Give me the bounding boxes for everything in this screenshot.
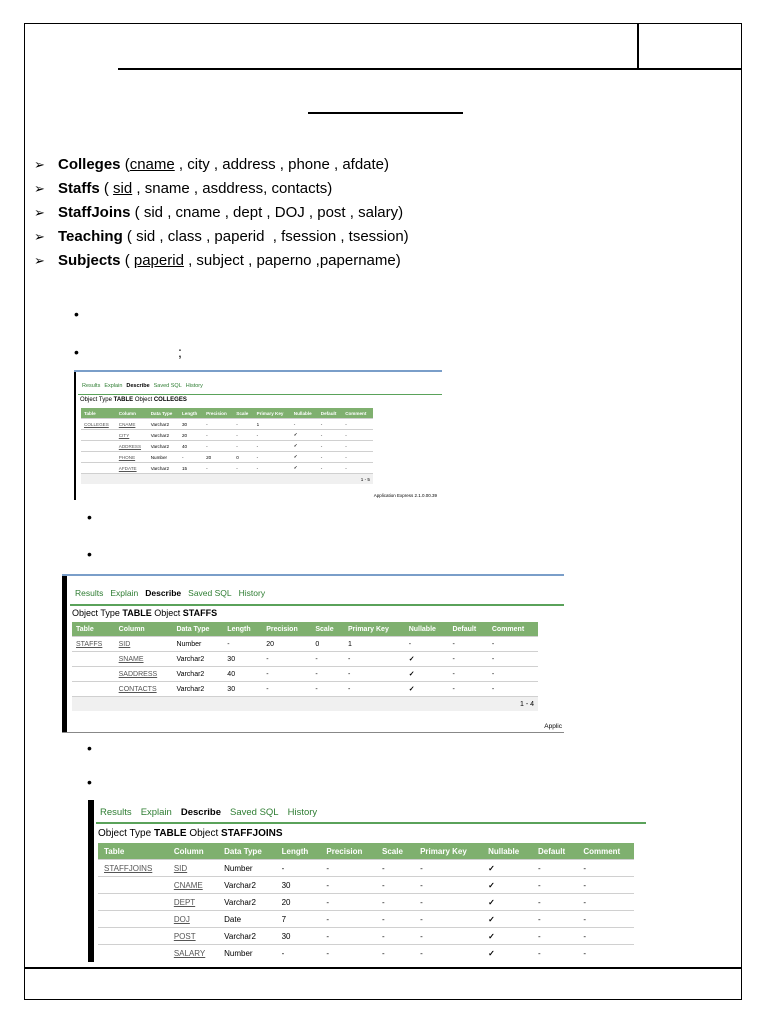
table-cell: 30 [276,928,321,945]
column-header: Nullable [291,408,318,419]
tab-history[interactable]: History [238,588,266,598]
object-label: Object [154,608,181,618]
arrow-icon: ➢ [34,181,45,196]
arrow-icon: ➢ [34,253,45,268]
query-tabs [82,383,203,389]
table-row [72,637,538,652]
table-cell [81,463,116,474]
column-header: Scale [233,408,253,419]
object-type-value: TABLE [113,397,134,403]
table-cell: Number [172,637,223,652]
tab-describe[interactable]: Describe [126,383,150,389]
table-cell: - [342,430,373,441]
table-cell: - [342,452,373,463]
tab-underline [70,604,564,606]
table-cell: 7 [276,911,321,928]
table-row [81,419,373,430]
object-line [80,397,187,403]
schema-row [34,153,409,177]
object-name: STAFFJOINS [221,828,283,839]
column-header: Primary Key [254,408,291,419]
table-cell: - [448,667,487,682]
table-cell: 40 [223,667,262,682]
table-cell: ✓ [482,928,532,945]
table-cell: - [262,652,311,667]
table-cell [81,430,116,441]
table-cell: - [488,667,538,682]
title-underline [308,112,463,114]
table-cell: - [532,860,577,877]
pagination-row [72,697,538,712]
table-cell: 20 [276,894,321,911]
table-cell: ✓ [405,667,449,682]
semicolon-text: ; [178,344,182,360]
tab-saved-sql[interactable]: Saved SQL [153,383,182,389]
table-row [98,945,634,962]
table-cell [98,894,168,911]
primary-key: paperid [133,252,184,269]
table-cell: CITY [116,430,148,441]
table-cell: - [376,928,414,945]
table-cell: SNAME [115,652,173,667]
table-cell: - [320,911,376,928]
screenshot-colleges-describe [74,370,442,500]
column-header: Length [223,622,262,637]
bullet-5: • [87,740,92,756]
column-header: Data Type [172,622,223,637]
object-label: Object [134,397,153,403]
table-cell: - [262,667,311,682]
table-cell: ✓ [291,441,318,452]
table-cell: CNAME [116,419,148,430]
table-row [98,860,634,877]
footer-rule [24,967,742,969]
column-header: Default [448,622,487,637]
table-row [72,667,538,682]
relation-attrs: ( [120,252,134,269]
table-cell: DEPT [168,894,218,911]
tab-saved-sql[interactable]: Saved SQL [230,807,279,818]
table-cell: Varchar2 [172,682,223,697]
bullet-3: • [87,509,92,525]
column-header: Comment [577,843,634,860]
pagination-text: 1 - 5 [81,474,373,485]
table-cell [81,452,116,463]
table-cell: - [311,682,344,697]
relation-attrs-rest: , sname , asddress, contacts) [132,180,333,197]
table-cell: - [233,463,253,474]
table-cell: ✓ [482,877,532,894]
table-cell: POST [168,928,218,945]
header-row [98,843,634,860]
table-cell: - [577,911,634,928]
table-cell: - [488,652,538,667]
table-cell: - [318,463,342,474]
relation-name: Subjects [58,252,121,269]
column-header: Data Type [148,408,179,419]
table-cell [72,667,115,682]
screenshot-staffjoins-describe [88,800,646,962]
column-header: Default [532,843,577,860]
column-header: Column [116,408,148,419]
table-cell: - [318,441,342,452]
table-cell: - [233,441,253,452]
screenshot-left-edge [62,576,67,732]
table-cell: Number [148,452,179,463]
table-cell: - [254,463,291,474]
table-cell: - [577,928,634,945]
object-line [98,828,283,839]
table-cell: ✓ [482,945,532,962]
table-row [98,911,634,928]
table-cell [98,928,168,945]
table-cell: - [291,419,318,430]
tab-describe[interactable]: Describe [145,588,182,598]
describe-table [72,622,538,711]
table-cell: - [344,652,405,667]
object-type-value: TABLE [153,828,187,839]
table-cell [81,441,116,452]
table-cell: - [276,860,321,877]
table-cell: ✓ [405,682,449,697]
table-cell: AFDATE [116,463,148,474]
table-cell: Varchar2 [218,928,275,945]
table-cell: Varchar2 [172,667,223,682]
column-header: Nullable [405,622,449,637]
column-header: Scale [311,622,344,637]
table-cell: - [577,945,634,962]
tab-results[interactable]: Results [100,807,132,818]
column-header: Table [72,622,115,637]
column-header: Length [179,408,203,419]
table-cell: - [448,637,487,652]
table-cell: - [376,911,414,928]
table-cell: SADDRESS [115,667,173,682]
table-cell: - [577,894,634,911]
table-cell: 30 [223,682,262,697]
table-row [81,463,373,474]
header-row [81,408,373,419]
column-header: Precision [203,408,233,419]
table-cell: ✓ [482,911,532,928]
screenshot-left-edge [88,800,94,962]
tab-describe[interactable]: Describe [180,807,221,818]
table-cell: - [320,877,376,894]
table-cell: - [532,911,577,928]
table-cell: 20 [203,452,233,463]
header-cell-divider [637,23,639,69]
table-cell: - [318,419,342,430]
relation-attrs-rest: , subject , paperno ,papername) [183,252,401,269]
describe-table [81,408,373,484]
table-cell: Varchar2 [218,894,275,911]
table-cell [72,682,115,697]
column-header: Nullable [482,843,532,860]
table-cell: - [488,682,538,697]
arrow-icon: ➢ [34,205,45,220]
table-cell: - [344,667,405,682]
table-cell: 20 [262,637,311,652]
tab-underline [96,822,646,824]
app-version-text: Application Express 2.1.0.00.39 [373,493,437,498]
table-row [98,928,634,945]
table-cell: - [532,945,577,962]
table-cell [72,652,115,667]
table-cell: 40 [179,441,203,452]
table-cell: Varchar2 [172,652,223,667]
table-cell: 1 [344,637,405,652]
table-cell: - [532,928,577,945]
object-type-label: Object Type [80,397,112,403]
table-cell: - [376,860,414,877]
bullet-4: • [87,546,92,562]
table-row [81,452,373,463]
header-rule [118,68,732,70]
table-cell: 0 [233,452,253,463]
table-cell: CONTACTS [115,682,173,697]
app-version-text: Applic [544,723,562,730]
table-cell: - [342,441,373,452]
column-header: Comment [488,622,538,637]
table-row [81,441,373,452]
column-header: Data Type [218,843,275,860]
table-cell: Varchar2 [218,877,275,894]
table-cell [98,911,168,928]
table-cell: 30 [223,652,262,667]
table-cell: ADDRESS [116,441,148,452]
table-cell: Number [218,945,275,962]
table-cell: - [577,860,634,877]
object-name: COLLEGES [153,397,187,403]
table-cell: PHONE [116,452,148,463]
column-header: Default [318,408,342,419]
table-cell: - [414,877,482,894]
schema-row [34,225,409,249]
arrow-icon: ➢ [34,229,45,244]
table-cell: - [376,877,414,894]
bullet-2: • [74,344,79,360]
table-cell: - [318,452,342,463]
table-cell: - [414,911,482,928]
bullet-1: • [74,306,79,322]
table-cell: - [320,860,376,877]
column-header: Scale [376,843,414,860]
table-row [81,430,373,441]
table-cell: CNAME [168,877,218,894]
tab-history[interactable]: History [185,383,203,389]
table-cell: Date [218,911,275,928]
object-label: Object [189,828,219,839]
table-cell: - [577,877,634,894]
table-cell: - [233,430,253,441]
column-header: Column [168,843,218,860]
table-cell: - [414,860,482,877]
table-cell [98,945,168,962]
table-cell: - [203,430,233,441]
schema-row [34,177,409,201]
table-cell: - [203,441,233,452]
table-cell: - [532,894,577,911]
relation-name: Staffs [58,180,100,197]
table-cell: COLLEGES [81,419,116,430]
table-cell: - [203,463,233,474]
table-cell: 30 [179,419,203,430]
column-header: Table [98,843,168,860]
relation-attrs: ( [99,180,114,197]
column-header: Length [276,843,321,860]
query-tabs [100,807,317,818]
table-cell: ✓ [291,430,318,441]
object-type-value: TABLE [122,608,152,618]
table-cell: - [376,945,414,962]
column-header: Precision [262,622,311,637]
table-row [72,652,538,667]
arrow-icon: ➢ [34,157,45,172]
tab-history[interactable]: History [287,807,318,818]
table-cell: Varchar2 [148,419,179,430]
table-cell: - [414,928,482,945]
table-cell: Number [218,860,275,877]
table-cell: - [254,441,291,452]
describe-table [98,843,634,961]
tab-explain[interactable]: Explain [140,807,172,818]
table-cell: Varchar2 [148,430,179,441]
table-cell: - [203,419,233,430]
relation-attrs: ( sid , class , paperid , fsession , tsession) [122,228,409,245]
tab-explain[interactable]: Explain [104,383,123,389]
primary-key: cname [129,156,175,173]
table-cell: - [532,877,577,894]
table-cell: ✓ [482,894,532,911]
relation-attrs-rest: , city , address , phone , afdate) [174,156,390,173]
object-line [72,608,217,618]
query-tabs [75,588,265,598]
relation-name: Teaching [58,228,123,245]
table-cell: - [320,894,376,911]
tab-results[interactable]: Results [75,588,104,598]
table-cell: - [179,452,203,463]
table-cell: - [344,682,405,697]
table-cell: DOJ [168,911,218,928]
table-cell: 0 [311,637,344,652]
relation-name: StaffJoins [58,204,131,221]
table-cell: ✓ [482,860,532,877]
table-cell: - [448,682,487,697]
table-cell: SID [115,637,173,652]
column-header: Precision [320,843,376,860]
bullet-6: • [87,774,92,790]
relation-attrs: ( [120,156,130,173]
table-cell: Varchar2 [148,463,179,474]
table-cell: - [320,928,376,945]
column-header: Primary Key [414,843,482,860]
table-cell: - [318,430,342,441]
table-cell: Varchar2 [148,441,179,452]
table-cell: ✓ [405,652,449,667]
table-cell: STAFFJOINS [98,860,168,877]
header-row [72,622,538,637]
relation-name: Colleges [58,156,121,173]
tab-explain[interactable]: Explain [110,588,139,598]
column-header: Column [115,622,173,637]
table-cell: - [488,637,538,652]
table-cell: - [405,637,449,652]
table-cell: ✓ [291,452,318,463]
table-cell: - [342,463,373,474]
column-header: Comment [342,408,373,419]
column-header: Table [81,408,116,419]
pagination-row [81,474,373,485]
table-row [98,877,634,894]
table-cell: - [311,652,344,667]
table-cell: - [414,945,482,962]
schema-row [34,249,409,273]
object-type-label: Object Type [72,608,120,618]
primary-key: sid [113,180,133,197]
table-cell: SID [168,860,218,877]
relation-attrs: ( sid , cname , dept , DOJ , post , salary) [130,204,404,221]
table-cell: - [254,430,291,441]
table-cell: SALARY [168,945,218,962]
table-row [98,894,634,911]
tab-saved-sql[interactable]: Saved SQL [188,588,232,598]
pagination-text: 1 - 4 [72,697,538,712]
table-cell: 15 [179,463,203,474]
screenshot-staffs-describe [62,574,564,733]
table-cell [98,877,168,894]
table-cell: 20 [179,430,203,441]
table-cell: - [448,652,487,667]
table-cell: ✓ [291,463,318,474]
table-row [72,682,538,697]
table-cell: STAFFS [72,637,115,652]
table-cell: - [276,945,321,962]
table-cell: 30 [276,877,321,894]
table-cell: - [262,682,311,697]
schema-list [34,153,409,273]
tab-underline [78,394,442,395]
table-cell: 1 [254,419,291,430]
table-cell: - [311,667,344,682]
tab-results[interactable]: Results [82,383,101,389]
screenshot-left-edge [74,372,76,500]
table-cell: - [223,637,262,652]
column-header: Primary Key [344,622,405,637]
table-cell: - [376,894,414,911]
table-cell: - [342,419,373,430]
table-cell: - [254,452,291,463]
object-type-label: Object Type [98,828,152,839]
table-cell: - [414,894,482,911]
schema-row [34,201,409,225]
table-cell: - [233,419,253,430]
table-cell: - [320,945,376,962]
object-name: STAFFS [182,608,218,618]
